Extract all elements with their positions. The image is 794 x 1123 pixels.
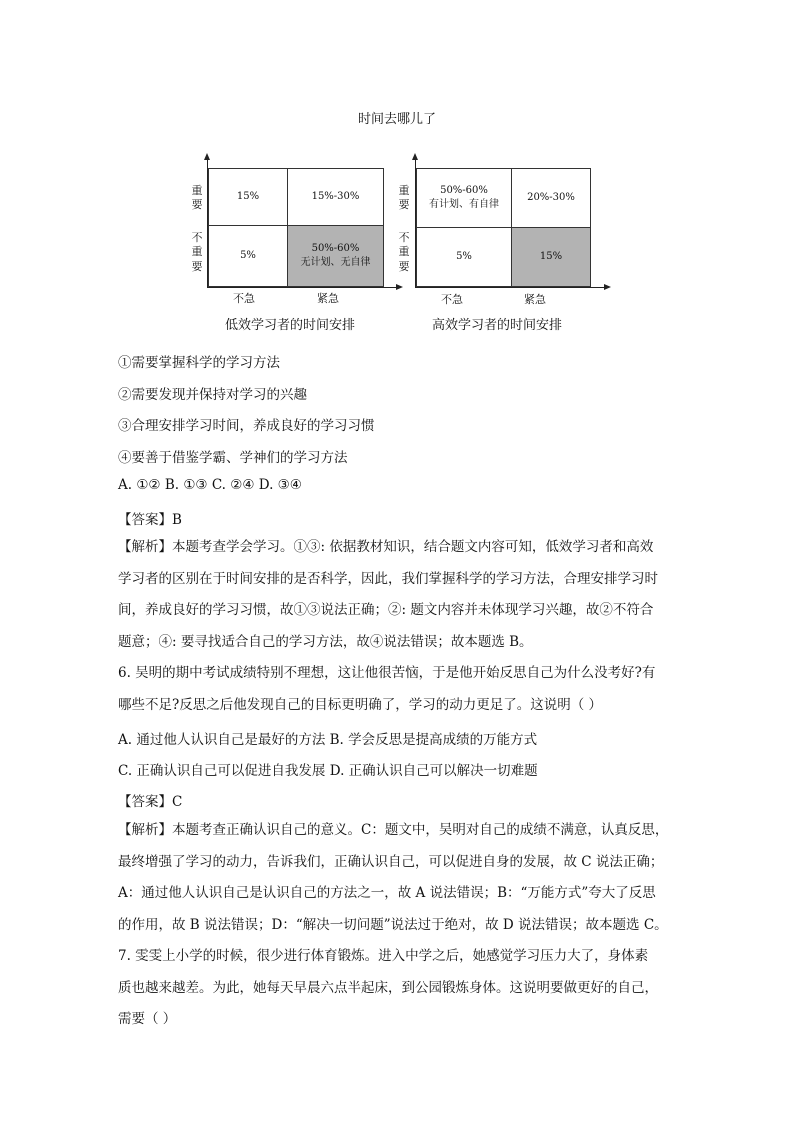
right-cell-important-not-urgent xyxy=(416,168,512,228)
q6-analysis xyxy=(118,815,684,941)
cell-text: 50%-60% xyxy=(440,184,488,196)
right-x-label-urgent: 紧急 xyxy=(524,293,546,306)
q5-analysis-line: 题意；④: 要寻找适合自己的学习方法，故④说法错误；故本题选 B。 xyxy=(118,633,533,650)
q5-options: A. ①② B. ①③ C. ②④ D. ③④ xyxy=(118,477,302,493)
left-cell-important-urgent xyxy=(287,168,384,226)
q6-options-cd: C. 正确认识自己可以促进自我发展 D. 正确认识自己可以解决一切难题 xyxy=(118,763,538,779)
left-x-label-not-urgent: 不急 xyxy=(233,292,255,305)
left-x-arrow xyxy=(396,284,403,290)
q6-stem-line: 6. 吴明的期中考试成绩特别不理想，这让他很苦恼，于是他开始反思自己为什么没考好?有 xyxy=(118,665,656,681)
q6-analysis-line: 【解析】本题考查正确认识自己的意义。C：题文中，吴明对自己的成绩不满意，认真反思， xyxy=(118,822,669,838)
left-caption: 低效学习者的时间安排 xyxy=(225,318,356,333)
q5-analysis-line: 【解析】本题考查学会学习。①③: 依据教材知识，结合题文内容可知，低效学习者和高效 xyxy=(118,539,654,555)
q5-analysis xyxy=(118,532,684,658)
q6-analysis-line: A：通过他人认识自己是认识自己的方法之一，故 A 说法错误；B：“万能方式”夸大了反思 xyxy=(118,885,656,901)
cell-text: 有计划、有自律 xyxy=(429,199,499,210)
right-y-label-important: 重要 xyxy=(398,184,410,212)
q7-stem xyxy=(118,941,684,1036)
q7-stem-line: 需要（ ） xyxy=(118,1011,177,1027)
figure-title: 时间去哪儿了 xyxy=(357,112,436,127)
left-y-label-unimportant: 不重要 xyxy=(191,231,203,273)
cell-text: 20%-30% xyxy=(527,191,575,203)
right-cell-unimportant-urgent xyxy=(511,227,591,287)
left-cell-important-not-urgent xyxy=(208,168,288,226)
q5-analysis-line: 间，养成良好的学习习惯，故①③说法正确；②: 题文内容并未体现学习兴趣，故②不符合 xyxy=(118,602,654,618)
q5-analysis-line: 学习者的区别在于时间安排的是否科学，因此，我们掌握科学的学习方法，合理安排学习时 xyxy=(118,570,658,587)
q6-stem xyxy=(118,658,684,721)
right-cell-unimportant-not-urgent xyxy=(416,227,512,287)
q6-stem-line: 哪些不足?反思之后他发现自己的目标更明确了，学习的动力更足了。这说明（ ） xyxy=(118,696,603,713)
left-x-label-urgent: 紧急 xyxy=(317,292,339,305)
left-cell-unimportant-not-urgent xyxy=(208,225,288,287)
left-x-axis xyxy=(207,287,397,288)
q5-answer: 【答案】B xyxy=(118,512,182,528)
q6-analysis-line: 的作用，故 B 说法错误；D：“解决一切问题”说法过于绝对，故 D 说法错误；故本题选 C。 xyxy=(118,916,668,933)
cell-text: 5% xyxy=(456,250,472,262)
q5-statement-1: ①需要掌握科学的学习方法 xyxy=(118,355,280,371)
cell-text: 15% xyxy=(539,250,563,262)
right-x-label-not-urgent: 不急 xyxy=(441,293,463,306)
right-y-arrow xyxy=(412,153,418,160)
cell-text: 15%-30% xyxy=(311,190,360,202)
left-y-label-important: 重要 xyxy=(191,184,203,212)
q5-statement-4: ④要善于借鉴学霸、学神们的学习方法 xyxy=(118,450,348,466)
cell-text: 5% xyxy=(240,249,256,261)
q6-options-ab: A. 通过他人认识自己是最好的方法 B. 学会反思是提高成绩的万能方式 xyxy=(118,732,538,748)
right-y-label-unimportant: 不重要 xyxy=(398,231,410,273)
cell-text: 15% xyxy=(236,190,260,202)
q7-stem-line: 质也越来越差。为此，她每天早晨六点半起床，到公园锻炼身体。这说明要做更好的自己， xyxy=(118,979,658,996)
right-x-arrow xyxy=(604,284,611,290)
cell-text: 50%-60% xyxy=(311,242,360,254)
q6-answer: 【答案】C xyxy=(118,794,183,810)
right-cell-important-urgent xyxy=(511,168,591,228)
q5-statement-2: ②需要发现并保持对学习的兴趣 xyxy=(118,387,307,403)
right-caption: 高效学习者的时间安排 xyxy=(432,318,563,333)
q5-statement-3: ③合理安排学习时间，养成良好的学习习惯 xyxy=(118,418,375,434)
cell-text: 无计划、无自律 xyxy=(300,257,371,268)
q6-analysis-line: 最终增强了学习的动力，告诉我们，正确认识自己，可以促进自身的发展，故 C 说法正确； xyxy=(118,853,664,870)
left-cell-unimportant-urgent xyxy=(287,225,384,287)
left-y-arrow xyxy=(204,153,210,160)
right-x-axis xyxy=(415,287,605,288)
q7-stem-line: 7. 雯雯上小学的时候，很少进行体育锻炼。进入中学之后，她感觉学习压力大了，身体素 xyxy=(118,948,649,964)
